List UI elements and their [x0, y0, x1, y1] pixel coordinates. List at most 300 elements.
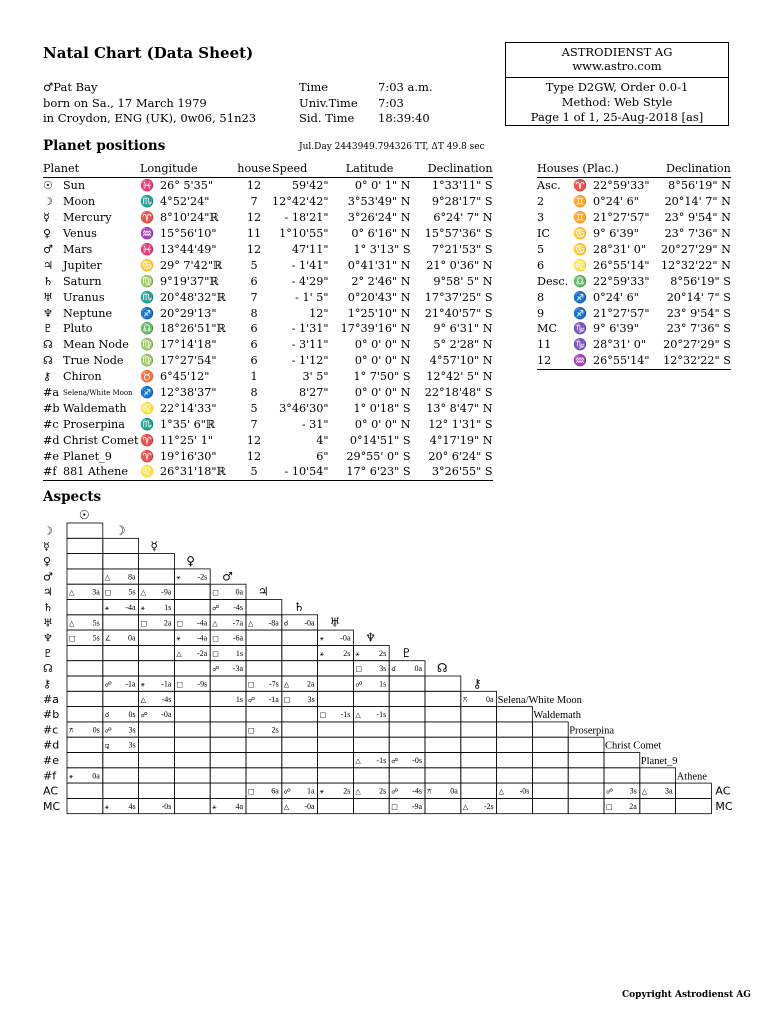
aspect-cell: [282, 707, 318, 722]
aspect-row-label: ☊: [43, 662, 53, 676]
planet-glyph: ♄: [43, 274, 54, 288]
aspect-symbol-icon: ☍: [248, 695, 256, 704]
aspect-symbol-icon: △: [355, 757, 361, 765]
aspect-symbol-icon: □: [319, 711, 327, 720]
planet-latitude: 17°39'16" N: [340, 322, 411, 336]
zodiac-sign-icon: ♐: [573, 306, 587, 320]
aspect-symbol-icon: △: [248, 619, 254, 628]
planet-name: Sun: [63, 179, 86, 193]
aspect-orb: 2s: [379, 786, 387, 796]
aspect-cell: [282, 645, 318, 660]
house-longitude-value: 9° 6'39": [593, 227, 639, 241]
aspect-cell: [103, 645, 139, 660]
planet-name: Neptune: [63, 306, 113, 320]
aspect-symbol-icon: △: [104, 573, 111, 582]
aspect-cell: [210, 722, 246, 737]
aspect-cell: [174, 722, 210, 737]
planet-declination: 20° 6'24" S: [428, 449, 493, 463]
time-value: 7:03 a.m.: [378, 80, 433, 94]
longitude-value: 18°26'51"ℝ: [160, 322, 226, 336]
planet-glyph: ☊: [43, 338, 53, 352]
aspect-cell: [425, 768, 461, 783]
aspect-orb: -4a: [196, 618, 208, 628]
aspect-row-label: ♀: [43, 555, 52, 569]
aspect-cell: [210, 753, 246, 768]
planet-house: 12: [246, 211, 262, 225]
aspect-col-label: ♂: [222, 569, 233, 584]
aspect-cell: [318, 768, 354, 783]
zodiac-sign-icon: ♐: [140, 386, 154, 400]
aspect-orb: 3s: [307, 694, 315, 704]
aspect-symbol-icon: □: [176, 619, 184, 628]
aspect-col-label: Planet_9: [640, 756, 678, 767]
aspect-symbol-icon: ⚹: [104, 802, 110, 811]
house-name: Asc.: [537, 179, 561, 193]
aspect-symbol-icon: □: [283, 695, 291, 704]
aspect-cell: [67, 676, 103, 691]
aspect-cell: [389, 722, 425, 737]
zodiac-sign-icon: ♈: [140, 449, 154, 463]
planet-house: 7: [250, 195, 258, 209]
aspect-orb: -1a: [161, 679, 172, 689]
aspect-symbol-icon: ☍: [606, 787, 614, 796]
aspect-cell: [174, 737, 210, 752]
aspect-symbol-icon: ☍: [283, 787, 291, 796]
aspect-orb: -4s: [412, 786, 422, 796]
aspect-orb: 2s: [343, 786, 351, 796]
aspect-orb: 0a: [235, 587, 243, 597]
aspect-row-label: ♂: [43, 570, 53, 584]
aspect-cell: [461, 753, 497, 768]
aspect-cell: [461, 737, 497, 752]
aspect-end-label: AC: [715, 784, 731, 798]
aspect-orb: 2s: [379, 648, 387, 658]
aspect-symbol-icon: △: [355, 787, 361, 796]
zodiac-sign-icon: ♓: [140, 243, 154, 256]
aspect-orb: 2a: [629, 801, 637, 811]
aspect-orb: 3s: [379, 664, 387, 674]
aspect-cell: [210, 676, 246, 691]
longitude-value: 20°29'13": [160, 306, 217, 320]
aspect-orb: -6a: [232, 633, 243, 643]
aspect-symbol-icon: ⚹: [176, 634, 181, 643]
aspect-cell: [67, 798, 103, 813]
aspect-cell: [318, 753, 354, 768]
planet-speed: 6": [316, 449, 329, 463]
aspect-cell: [353, 737, 389, 752]
zodiac-sign-icon: ♏: [140, 195, 154, 209]
aspect-row-label: ♄: [43, 601, 53, 614]
aspect-col-label: Selena/White Moon: [497, 694, 582, 706]
aspect-orb: 6a: [271, 786, 279, 796]
birth-place: in Croydon, ENG (UK), 0w06, 51n23: [43, 111, 257, 125]
aspect-orb: -4s: [233, 603, 243, 612]
aspect-orb: -3a: [232, 664, 243, 674]
house-name: 3: [537, 211, 545, 225]
aspect-symbol-icon: △: [462, 802, 469, 811]
aspect-orb: 0a: [486, 694, 494, 704]
aspect-symbol-icon: □: [176, 680, 184, 689]
planet-house: 5: [250, 401, 258, 415]
aspect-symbol-icon: □: [212, 649, 219, 658]
planet-latitude: 1° 7'50" S: [353, 370, 411, 384]
aspect-row-label: ♅: [43, 616, 53, 630]
aspect-orb: -0a: [340, 633, 351, 643]
aspect-cell: [67, 661, 103, 676]
aspect-symbol-icon: △: [498, 787, 504, 796]
planet-glyph: ☽: [43, 195, 54, 209]
aspect-symbol-icon: □: [212, 634, 219, 643]
aspect-symbol-icon: ⚹: [319, 649, 324, 658]
aspect-symbol-icon: □: [248, 787, 255, 796]
longitude-value: 4°52'24": [160, 195, 210, 209]
planet-name: 881 Athene: [63, 464, 140, 480]
aspect-cell: [532, 768, 568, 783]
planet-declination: 21°40'57" S: [424, 306, 493, 320]
col-house-declination: Declination: [661, 160, 731, 178]
planet-latitude: 1° 0'18" S: [353, 401, 411, 415]
aspect-cell: [461, 768, 497, 783]
planet-speed: 12": [309, 306, 329, 320]
aspect-cell: [568, 783, 604, 798]
planet-glyph: ♃: [43, 258, 54, 272]
planet-house: 12: [246, 449, 262, 463]
planet-house: 6: [250, 274, 258, 288]
planet-name: Saturn: [63, 274, 102, 288]
house-name: 2: [537, 195, 545, 209]
planet-latitude: 1° 3'13" S: [353, 243, 411, 256]
planet-glyph: #e: [43, 449, 59, 463]
aspect-cell: [139, 569, 175, 584]
planet-latitude: 2° 2'46" N: [351, 274, 411, 288]
univ-time-label: Univ.Time: [299, 95, 358, 110]
planet-glyph: ♆: [43, 306, 54, 320]
aspect-orb: 5s: [92, 618, 100, 628]
planet-speed: - 10'54": [272, 464, 329, 480]
col-declination: Declination: [411, 160, 493, 178]
aspect-cell: [640, 768, 676, 783]
planet-speed: 47'11": [291, 243, 329, 256]
aspect-orb: 0a: [128, 633, 136, 643]
aspect-orb: 5s: [92, 633, 100, 643]
planet-glyph: ☊: [43, 354, 53, 368]
aspect-cell: [461, 722, 497, 737]
longitude-value: 19°16'30": [160, 449, 217, 463]
aspect-symbol-icon: □: [140, 619, 148, 628]
aspect-cell: [103, 691, 139, 706]
aspect-orb: -0s: [412, 756, 422, 765]
planet-declination: 12° 1'31" S: [428, 417, 493, 431]
planet-latitude: 0°41'31" N: [347, 258, 411, 272]
aspect-orb: 1a: [307, 786, 315, 796]
house-declination: 23° 7'36" S: [666, 322, 731, 336]
longitude-value: 9°19'37"ℝ: [160, 274, 219, 288]
aspect-orb: -7s: [269, 679, 279, 689]
zodiac-sign-icon: ♑: [573, 338, 587, 352]
aspect-col-label: Christ Comet: [605, 740, 662, 752]
aspect-orb: 2a: [307, 679, 315, 689]
house-declination: 8°56'19" S: [670, 274, 731, 288]
zodiac-sign-icon: ♈: [140, 433, 154, 447]
page-info: Page 1 of 1, 25-Aug-2018 [as]: [530, 110, 704, 124]
aspect-cell: [174, 584, 210, 599]
aspect-orb: 2a: [163, 618, 172, 628]
col-longitude: Longitude: [140, 160, 236, 178]
aspect-symbol-icon: △: [140, 588, 146, 597]
aspect-cell: [246, 768, 282, 783]
planet-glyph: ♇: [43, 322, 54, 336]
aspect-symbol-icon: ⚻: [69, 726, 74, 735]
aspect-orb: 2s: [271, 725, 279, 735]
aspect-orb: -4a: [196, 633, 208, 643]
col-house: house: [236, 160, 272, 178]
aspect-cell: [139, 554, 175, 569]
planet-house: 12: [246, 243, 262, 256]
house-name: MC: [537, 322, 558, 336]
aspect-cell: [425, 798, 461, 813]
person-name: ♂Pat Bay: [43, 80, 98, 94]
aspect-cell: [174, 798, 210, 813]
aspect-cell: [103, 615, 139, 630]
aspect-cell: [174, 600, 210, 615]
aspect-cell: [67, 691, 103, 706]
longitude-value: 11°25' 1": [160, 433, 213, 447]
planet-latitude: 0° 6'16" N: [351, 227, 411, 241]
julian-day: Jul.Day 2443949.794326 TT, ΔT 49.8 sec: [299, 142, 485, 152]
planet-latitude: 0°20'43" N: [347, 290, 411, 304]
longitude-value: 17°27'54": [160, 354, 217, 368]
aspect-cell: [389, 737, 425, 752]
aspect-symbol-icon: △: [283, 802, 290, 811]
aspect-cell: [318, 691, 354, 706]
aspect-symbol-icon: ☍: [104, 726, 112, 735]
aspect-cell: [210, 783, 246, 798]
aspect-symbol-icon: □: [212, 588, 219, 597]
planet-latitude: 0° 0' 0" N: [354, 417, 411, 431]
planet-house: 7: [250, 417, 258, 431]
aspect-cell: [103, 538, 139, 553]
planet-latitude: 0° 0' 0" N: [354, 338, 411, 352]
aspect-orb: -0a: [304, 801, 315, 811]
aspect-col-label: ♇: [401, 645, 412, 660]
aspect-cell: [604, 768, 640, 783]
aspect-cell: [532, 753, 568, 768]
aspect-orb: -7a: [232, 618, 243, 628]
col-houses: Houses (Plac.): [537, 160, 661, 178]
planet-name: Mercury: [63, 211, 112, 225]
aspect-symbol-icon: □: [69, 634, 76, 643]
aspect-row-label: #b: [43, 708, 60, 722]
aspect-cell: [389, 676, 425, 691]
aspect-orb: -2s: [483, 801, 494, 811]
aspect-cell: [353, 798, 389, 813]
longitude-value: 17°14'18": [160, 338, 217, 352]
aspect-symbol-icon: □: [248, 726, 255, 735]
aspect-cell: [246, 600, 282, 615]
aspect-orb: -1a: [125, 679, 136, 689]
aspect-symbol-icon: △: [69, 588, 75, 597]
planet-glyph: #d: [43, 433, 60, 447]
aspect-symbol-icon: △: [212, 619, 218, 628]
planet-house: 12: [246, 179, 262, 193]
aspect-col-label: ☿: [150, 538, 158, 553]
zodiac-sign-icon: ♑: [573, 322, 587, 336]
planet-declination: 12°42' 5" N: [426, 370, 493, 384]
zodiac-sign-icon: ♋: [573, 227, 587, 241]
aspect-cell: [174, 691, 210, 706]
aspect-symbol-icon: ☍: [104, 680, 112, 689]
aspect-cell: [425, 707, 461, 722]
planet-speed: 12°42'42": [272, 195, 329, 209]
planet-speed: - 4'29": [291, 274, 329, 288]
planet-speed: 59'42": [291, 179, 329, 193]
zodiac-sign-icon: ♍: [140, 354, 154, 368]
planet-glyph: ♂: [43, 243, 54, 256]
longitude-value: 26° 5'35": [160, 179, 213, 193]
zodiac-sign-icon: ♏: [140, 417, 154, 431]
aspect-cell: [282, 661, 318, 676]
aspect-col-label: ♆: [365, 630, 377, 645]
aspect-cell: [282, 753, 318, 768]
aspect-row-label: ♆: [43, 631, 53, 645]
aspect-col-label: Waldemath: [533, 710, 581, 722]
planet-house: 6: [250, 322, 258, 336]
aspect-symbol-icon: ⚹: [140, 680, 145, 689]
planet-name: Planet_9: [63, 449, 112, 463]
aspect-symbol-icon: △: [69, 619, 75, 628]
planet-latitude: 0° 0' 1" N: [354, 179, 411, 193]
planet-name: Christ Comet: [63, 433, 139, 447]
aspect-symbol-icon: ☍: [391, 757, 399, 765]
zodiac-sign-icon: ♈: [573, 179, 587, 193]
aspect-cell: [532, 737, 568, 752]
planet-house: 5: [236, 464, 272, 480]
aspect-cell: [139, 645, 175, 660]
house-name: 5: [537, 243, 545, 256]
longitude-value: 20°48'32"ℝ: [160, 290, 226, 304]
house-longitude-value: 26°55'14": [593, 258, 650, 272]
planet-glyph: ☉: [43, 179, 54, 193]
aspect-symbol-icon: ☍: [140, 711, 148, 720]
aspect-cell: [461, 707, 497, 722]
aspect-cell: [246, 707, 282, 722]
aspect-cell: [318, 661, 354, 676]
planet-speed: - 1'31": [291, 322, 329, 336]
aspect-cell: [67, 753, 103, 768]
zodiac-sign-icon: ♓: [140, 179, 154, 193]
aspect-cell: [389, 707, 425, 722]
aspect-symbol-icon: ☌: [391, 665, 396, 674]
aspect-orb: 3s: [128, 725, 136, 735]
planet-house: 8: [250, 386, 258, 400]
aspect-symbol-icon: ⚹: [319, 634, 324, 643]
planet-declination: 3°26'55" S: [411, 464, 493, 480]
house-longitude-value: 9° 6'39": [593, 322, 639, 336]
aspect-cell: [246, 630, 282, 645]
birth-date: born on Sa., 17 March 1979: [43, 95, 207, 110]
aspect-orb: 3s: [629, 786, 637, 796]
aspect-cell: [246, 753, 282, 768]
aspect-symbol-icon: ☍: [391, 787, 399, 796]
aspect-orb: -4a: [125, 603, 136, 612]
aspect-cell: [532, 783, 568, 798]
aspect-cell: [103, 554, 139, 569]
house-declination: 23° 9'54" N: [664, 211, 731, 225]
aspect-orb: 2s: [343, 648, 351, 658]
aspect-symbol-icon: ⚹: [140, 604, 145, 612]
aspect-orb: 0s: [92, 725, 100, 735]
aspect-cell: [139, 722, 175, 737]
aspect-cell: [246, 798, 282, 813]
house-declination: 8°56'19" N: [668, 179, 731, 193]
aspect-symbol-icon: □: [606, 802, 613, 811]
planet-house: 5: [250, 258, 258, 272]
aspect-cell: [246, 661, 282, 676]
aspect-row-label: #d: [43, 738, 60, 752]
zodiac-sign-icon: ♒: [573, 354, 587, 368]
aspect-cell: [210, 768, 246, 783]
aspect-orb: -9a: [161, 587, 172, 597]
aspect-cell: [389, 768, 425, 783]
aspect-cell: [353, 722, 389, 737]
planet-declination: 13° 8'47" N: [426, 401, 493, 415]
zodiac-sign-icon: ♉: [140, 370, 154, 384]
aspect-row-label: ☿: [43, 539, 50, 553]
aspect-cell: [532, 798, 568, 813]
aspect-symbol-icon: △: [283, 680, 290, 689]
house-name: 12: [537, 353, 573, 369]
aspect-cell: [425, 737, 461, 752]
longitude-value: 8°10'24"ℝ: [160, 211, 219, 225]
house-declination: 23° 9'54" S: [666, 306, 731, 320]
aspect-row-label: AC: [43, 784, 59, 798]
planet-positions-heading: Planet positions: [43, 138, 166, 154]
col-planet: Planet: [43, 160, 140, 178]
house-declination: 20°14' 7" S: [666, 290, 731, 304]
aspect-row-label: MC: [43, 799, 61, 813]
aspect-cell: [103, 768, 139, 783]
zodiac-sign-icon: ♌: [573, 258, 587, 272]
aspect-cell: [568, 737, 604, 752]
aspect-orb: 5s: [128, 587, 136, 597]
aspect-cell: [425, 753, 461, 768]
house-longitude-value: 0°24' 6": [593, 195, 639, 209]
aspect-symbol-icon: ☍: [355, 680, 363, 689]
aspect-cell: [604, 753, 640, 768]
aspect-cell: [497, 722, 533, 737]
aspect-orb: 0a: [414, 664, 422, 674]
aspect-orb: 8a: [128, 572, 136, 582]
aspect-symbol-icon: □: [391, 802, 398, 811]
aspect-col-label: ♀: [186, 554, 196, 569]
zodiac-sign-icon: ♐: [140, 306, 154, 320]
aspect-cell: [497, 707, 533, 722]
zodiac-sign-icon: ♍: [140, 274, 154, 288]
aspect-cell: [568, 798, 604, 813]
house-longitude-value: 26°55'14": [593, 354, 650, 368]
aspect-orb: -1s: [340, 710, 351, 720]
aspect-symbol-icon: △: [140, 695, 146, 704]
house-declination: 20°27'29" N: [661, 243, 731, 256]
planet-name: Venus: [63, 227, 97, 241]
aspect-symbol-icon: □: [104, 588, 112, 597]
planet-glyph: ☿: [43, 211, 50, 225]
planet-glyph: ♀: [43, 227, 52, 241]
planet-glyph: #a: [43, 386, 60, 400]
aspect-cell: [282, 768, 318, 783]
aspect-orb: 1s: [164, 603, 172, 612]
zodiac-sign-icon: ♋: [573, 243, 587, 256]
